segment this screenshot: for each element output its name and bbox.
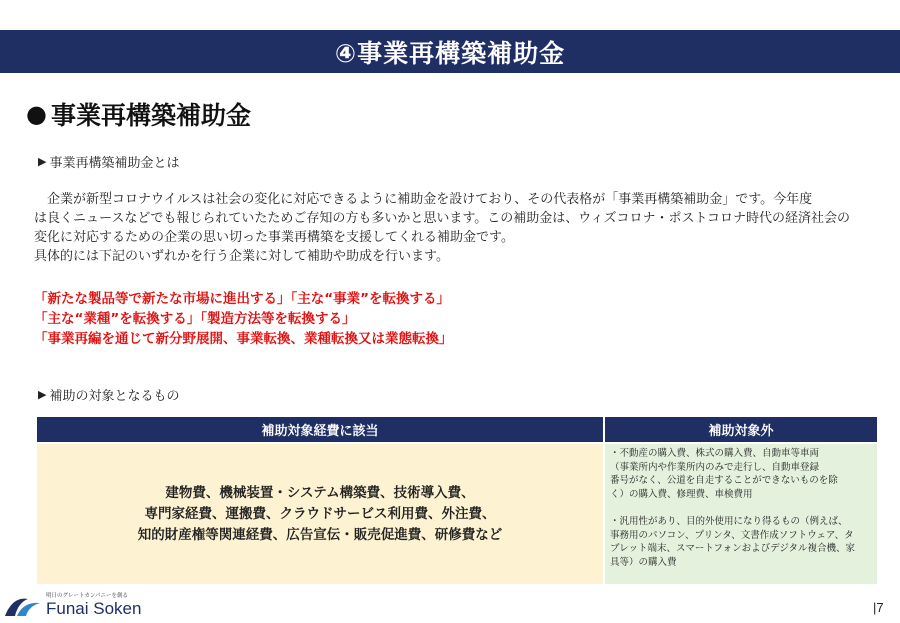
eligible-line: 専門家経費、運搬費、クラウドサービス利用費、外注費、 xyxy=(144,505,496,522)
highlight-line: 「新たな製品等で新たな市場に進出する」「主な“事業”を転換する」 xyxy=(34,291,450,307)
paragraph-line: は良くニュースなどでも報じられていたためご存知の方も多いかと思います。この補助金は、ウィズコロナ・ポストコロナ時代の経済社会の xyxy=(34,211,851,226)
intro-subheading xyxy=(38,152,179,171)
ineligible-line: く）の購入費、修理費、車検費用 xyxy=(610,488,753,500)
ineligible-line: （事業所内や作業所内のみで走行し、自動車登録 xyxy=(610,461,820,473)
ineligible-line: ・不動産の購入費、株式の購入費、自動車等車両 xyxy=(610,448,820,459)
wave-logo-icon xyxy=(4,593,42,617)
targets-subheading xyxy=(38,385,179,404)
bullet-dot-icon: ● xyxy=(26,100,47,128)
ineligible-line: ・汎用性があり、目的外使用になり得るもの（例えば、 xyxy=(610,516,848,527)
page-number: |7 xyxy=(873,600,884,615)
logo-tagline: 明日のグレートカンパニーを創る xyxy=(46,593,128,599)
ineligible-line: 番号がなく、公道を自走することができないものを除 xyxy=(610,475,838,486)
section-heading-text: 事業再構築補助金 xyxy=(50,101,251,130)
company-logo xyxy=(4,591,164,619)
highlight-block xyxy=(34,289,453,349)
paragraph-line: 企業が新型コロナウイルスは社会の変化に対応できるように補助金を設けており、その代表格が「事業再構築補助金」です。今年度 xyxy=(34,192,813,207)
header-bar xyxy=(0,30,900,73)
highlight-line: 「事業再編を通じて新分野展開、事業転換、業種転換又は業態転換」 xyxy=(34,331,453,347)
ineligible-cell xyxy=(605,444,877,584)
page-title: ④事業再構築補助金 xyxy=(334,38,566,68)
targets-subheading-text: 補助の対象となるもの xyxy=(49,389,180,404)
paragraph-line: 具体的には下記のいずれかを行う企業に対して補助や助成を行います。 xyxy=(34,249,449,264)
section-heading xyxy=(26,96,251,132)
ineligible-line: 具等）の購入費 xyxy=(610,556,677,568)
triangle-right-icon: ▶ xyxy=(38,388,47,401)
ineligible-line: 事務用のパソコン、プリンタ、文書作成ソフトウェア、タ xyxy=(610,529,854,541)
highlight-line: 「主な“業種”を転換する」「製造方法等を転換する」 xyxy=(34,311,356,327)
spacer xyxy=(610,501,872,515)
subsidy-table xyxy=(37,417,877,584)
triangle-right-icon: ▶ xyxy=(38,155,47,168)
eligible-cell xyxy=(37,444,603,584)
table-header-row xyxy=(37,417,877,442)
ineligible-line: ブレット端末、スマートフォンおよびデジタル複合機、家 xyxy=(610,543,856,554)
table-row xyxy=(37,444,877,584)
eligible-line: 知的財産権等関連経費、広告宣伝・販売促進費、研修費など xyxy=(137,526,503,543)
paragraph-line: 変化に対応するための企業の思い切った事業再構築を支援してくれる補助金です。 xyxy=(34,230,514,245)
header-eligible: 補助対象経費に該当 xyxy=(37,417,603,442)
intro-paragraph xyxy=(34,190,870,266)
header-ineligible: 補助対象外 xyxy=(605,417,877,442)
logo-name: Funai Soken xyxy=(46,599,142,618)
intro-subheading-text: 事業再構築補助金とは xyxy=(49,156,180,171)
eligible-line: 建物費、機械装置・システム構築費、技術導入費、 xyxy=(165,484,475,501)
